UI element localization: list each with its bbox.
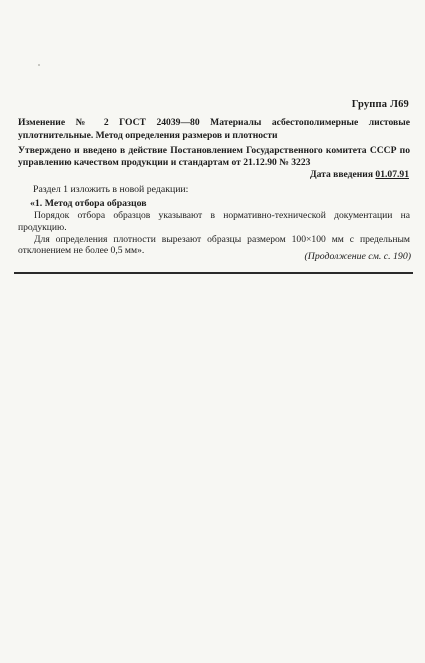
horizontal-rule [14, 272, 413, 274]
effective-date-value: 01.07.91 [375, 169, 409, 180]
effective-date-label: Дата введения [309, 169, 376, 180]
effective-date-line [18, 169, 409, 180]
approval-statement: Утверждено и введено в действие Постановлением Государственного комитета СССР по управлению качеством продукции и стандартам от 21.12.90 № 3223 [18, 145, 410, 169]
scan-speck [38, 64, 40, 66]
amendment-title: Изменение № 2 ГОСТ 24039—80 Материалы асбестополимерные листовые уплотнительные. Метод определения размеров и плотности [18, 117, 410, 141]
continuation-note: (Продолжение см. с. 190) [304, 251, 411, 262]
paragraph-sampling-order: Порядок отбора образцов указывают в нормативно-технической документации на продукцию. [18, 210, 410, 233]
group-code: Группа Л69 [351, 99, 409, 110]
paragraph-density-samples: Для определения плотности вырезают образцы размером 100×100 мм с предельным отклонением не более 0,5 мм». [18, 233, 410, 257]
section-intro: Раздел 1 изложить в новой редакции: [33, 184, 189, 195]
method-heading: «1. Метод отбора образцов [30, 198, 147, 209]
